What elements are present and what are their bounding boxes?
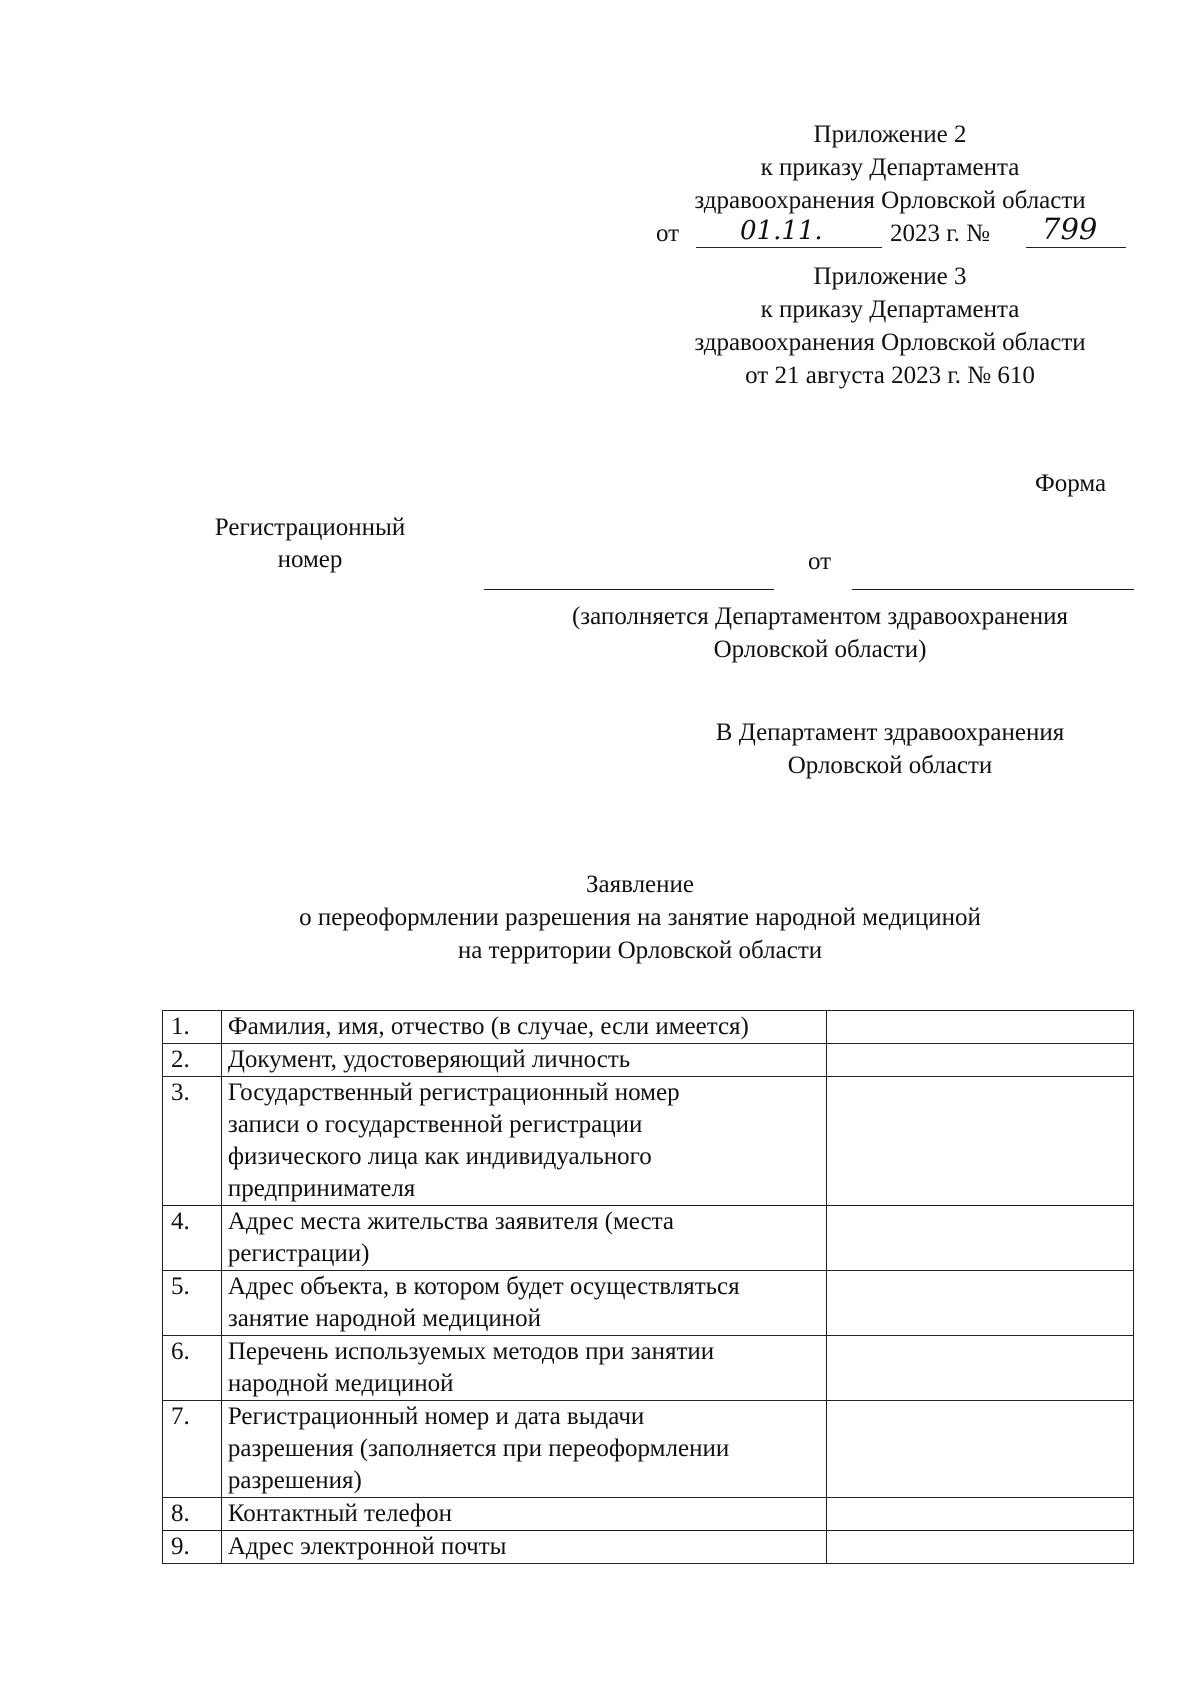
row-number: 6. (163, 1336, 222, 1401)
row-value-cell[interactable] (826, 1206, 1133, 1271)
row-label-line: Фамилия, имя, отчество (в случае, если имеется) (227, 1013, 749, 1040)
row-value-cell[interactable] (826, 1011, 1133, 1044)
row-label-line: записи о государственной регистрации (227, 1111, 643, 1138)
registration-note (500, 600, 1140, 666)
form-label: Форма (1035, 470, 1107, 497)
row-label (221, 1498, 826, 1531)
registration-number-label (185, 512, 435, 576)
row-label-line: физического лица как индивидуального (227, 1143, 652, 1170)
row-label-line: предпринимателя (227, 1175, 416, 1202)
table-row (163, 1077, 1134, 1206)
table-row (163, 1271, 1134, 1336)
appendix-3-header (650, 260, 1130, 392)
row-label-line: Адрес объекта, в котором будет осуществляться (227, 1273, 740, 1300)
application-table (162, 1010, 1134, 1564)
row-label-line: занятие народной медициной (227, 1305, 541, 1332)
row-number: 3. (163, 1077, 222, 1206)
document-title (200, 868, 1080, 967)
row-label-line: регистрации) (227, 1240, 370, 1267)
row-value-cell[interactable] (826, 1271, 1133, 1336)
appendix-3-line2: к приказу Департамента (760, 296, 1020, 323)
table-row (163, 1044, 1134, 1077)
row-number: 7. (163, 1401, 222, 1498)
row-number: 1. (163, 1011, 222, 1044)
appendix-2-line3: здравоохранения Орловской области (694, 187, 1086, 214)
registration-note-line1: (заполняется Департаментом здравоохранения (571, 603, 1069, 630)
registration-label-line2: номер (277, 546, 343, 573)
table-row (163, 1531, 1134, 1564)
row-value-cell[interactable] (826, 1044, 1133, 1077)
table-row (163, 1011, 1134, 1044)
row-label-line: разрешения (заполняется при переоформлении (227, 1435, 730, 1462)
row-label-line: Адрес места жительства заявителя (места (227, 1208, 674, 1235)
row-label (221, 1011, 826, 1044)
appendix-2-from-label: от (656, 220, 680, 247)
document-title-line3: на территории Орловской области (457, 937, 823, 964)
row-label (221, 1044, 826, 1077)
appendix-3-line3: здравоохранения Орловской области (694, 329, 1086, 356)
row-label-line: Государственный регистрационный номер (227, 1079, 680, 1106)
registration-note-line2: Орловской области) (713, 636, 927, 663)
appendix-3-title: Приложение 3 (813, 263, 967, 290)
appendix-3-line4: от 21 августа 2023 г. № 610 (745, 362, 1035, 389)
row-label (221, 1077, 826, 1206)
row-value-cell[interactable] (826, 1336, 1133, 1401)
row-value-cell[interactable] (826, 1498, 1133, 1531)
row-label-line: Регистрационный номер и дата выдачи (227, 1403, 645, 1430)
addressee (660, 716, 1120, 782)
row-number: 8. (163, 1498, 222, 1531)
registration-date-blank[interactable] (852, 589, 1134, 590)
row-label-line: Перечень используемых методов при занятии (227, 1338, 715, 1365)
row-label-line: Контактный телефон (227, 1500, 452, 1527)
row-label (221, 1271, 826, 1336)
document-title-line1: Заявление (585, 871, 695, 898)
number-underline (1026, 247, 1126, 248)
handwritten-number: 799 (1042, 212, 1098, 246)
row-label-line: народной медициной (227, 1370, 454, 1397)
addressee-line2: Орловской области (787, 752, 993, 779)
row-label (221, 1336, 826, 1401)
table-row (163, 1498, 1134, 1531)
appendix-2-date-row (650, 212, 1130, 253)
table-row (163, 1206, 1134, 1271)
addressee-line1: В Департамент здравоохранения (715, 719, 1065, 746)
application-table-body (163, 1011, 1134, 1564)
row-value-cell[interactable] (826, 1531, 1133, 1564)
row-number: 5. (163, 1271, 222, 1336)
appendix-2-year-text: 2023 г. № (890, 220, 991, 247)
table-row (163, 1401, 1134, 1498)
row-label (221, 1206, 826, 1271)
registration-number-blank[interactable] (484, 589, 774, 590)
row-number: 2. (163, 1044, 222, 1077)
row-number: 9. (163, 1531, 222, 1564)
registration-from-label: от (808, 548, 832, 575)
row-label-line: разрешения) (227, 1467, 362, 1494)
row-label-line: Адрес электронной почты (227, 1533, 507, 1560)
row-value-cell[interactable] (826, 1077, 1133, 1206)
row-value-cell[interactable] (826, 1401, 1133, 1498)
row-label (221, 1401, 826, 1498)
row-label (221, 1531, 826, 1564)
table-row (163, 1336, 1134, 1401)
document-title-line2: о переоформлении разрешения на занятие народной медициной (299, 904, 981, 931)
registration-label-line1: Регистрационный (214, 514, 406, 541)
appendix-2-line2: к приказу Департамента (760, 154, 1020, 181)
appendix-2-header (650, 118, 1130, 253)
handwritten-date: 01.11. (740, 216, 823, 246)
row-label-line: Документ, удостоверяющий личность (227, 1046, 631, 1073)
appendix-2-title: Приложение 2 (813, 121, 967, 148)
row-number: 4. (163, 1206, 222, 1271)
